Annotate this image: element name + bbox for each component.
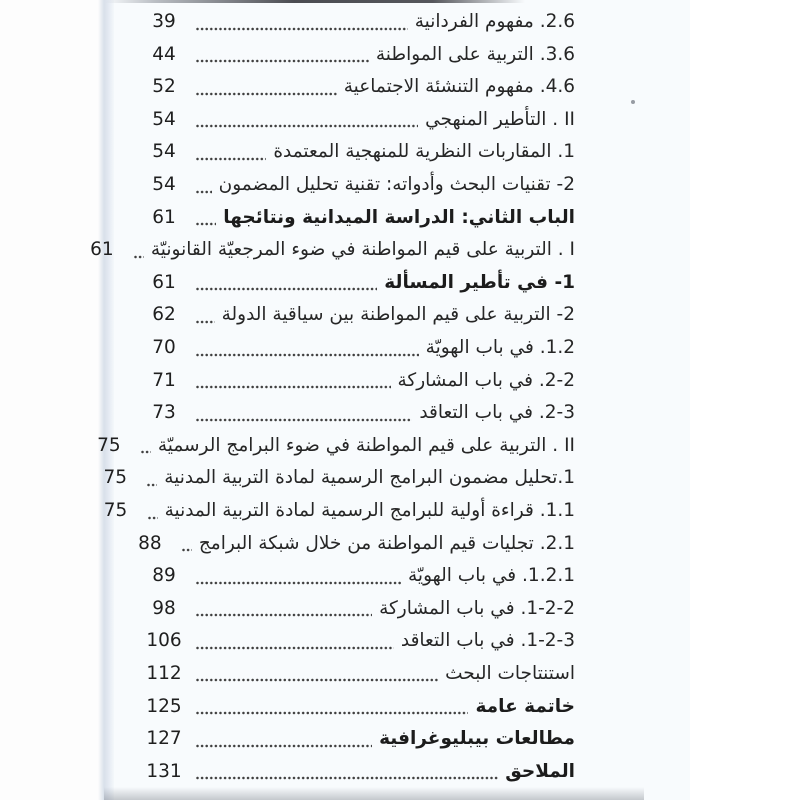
dot-leader: [196, 222, 216, 226]
toc-entry: [145, 136, 575, 169]
dot-leader: [196, 678, 438, 682]
toc-entry-page-number: 75: [103, 499, 128, 521]
toc-entry-page-number: 44: [152, 43, 176, 65]
ink-speck: [631, 100, 635, 104]
toc-entry: [145, 299, 575, 332]
toc-entry-title: 2.6. مفهوم الفردانية: [414, 11, 575, 33]
toc-entry-title: 3.6. التربية على المواطنة: [375, 43, 575, 65]
toc-entry-title: 2-2. في باب المشاركة: [397, 369, 575, 391]
toc-entry-title: استنتاجات البحث: [445, 662, 575, 684]
toc-entry-page-number: 73: [152, 402, 176, 424]
page-top-edge-line: [105, 0, 525, 3]
toc-entry-page-number: 54: [152, 108, 176, 130]
dot-leader: [134, 255, 144, 259]
dot-leader: [196, 613, 372, 617]
toc-entry-title: الملاحق: [505, 760, 575, 782]
toc-entry: [97, 430, 575, 463]
toc-entry: [145, 756, 575, 789]
toc-entry-page-number: 70: [152, 336, 176, 358]
toc-entry-title: 1. المقاربات النظرية للمنهجية المعتمدة: [273, 141, 575, 163]
toc-entry: [145, 560, 575, 593]
dot-leader: [196, 744, 372, 748]
dot-leader: [196, 157, 266, 161]
page-edge-shadow: [98, 0, 114, 800]
dot-leader: [147, 483, 157, 487]
dot-leader: [196, 418, 412, 422]
dot-leader: [196, 385, 391, 389]
toc-entry: [145, 104, 575, 137]
toc-entry: [145, 397, 575, 430]
dot-leader: [196, 353, 419, 357]
toc-entry-title: 2- التربية على قيم المواطنة بين سياقية الدولة: [221, 304, 575, 326]
dot-leader: [182, 548, 192, 552]
toc-entry-title: خاتمة عامة: [475, 695, 575, 717]
toc-entry-page-number: 89: [152, 565, 176, 587]
toc-entry-page-number: 39: [152, 11, 176, 33]
toc-entry: [145, 6, 575, 39]
dot-leader: [196, 27, 408, 31]
paper-right-margin: [690, 0, 800, 800]
toc-entry-title: II . التربية على قيم المواطنة في ضوء البرامج الرسميّة: [157, 434, 575, 456]
toc-entry-page-number: 75: [97, 434, 121, 456]
dot-leader: [196, 581, 401, 585]
toc-entry-title: 2-3. في باب التعاقد: [419, 402, 575, 424]
toc-entry-page-number: 88: [138, 532, 162, 554]
dot-leader: [141, 450, 151, 454]
toc-entry: [145, 690, 575, 723]
toc-entry-page-number: 98: [152, 597, 176, 619]
dot-leader: [196, 124, 418, 128]
toc-entry-title: 4.6. مفهوم التنشئة الاجتماعية: [343, 76, 575, 98]
toc-entry-title: الباب الثاني: الدراسة الميدانية ونتائجها: [223, 206, 575, 228]
dot-leader: [148, 516, 158, 520]
dot-leader: [196, 59, 369, 63]
toc-entry-page-number: 62: [152, 304, 176, 326]
toc-entry: [145, 169, 575, 202]
toc-entry-title: II . التأطير المنهجي: [425, 108, 575, 130]
toc-entry-page-number: 112: [146, 662, 182, 684]
toc-entry-title: 1-2-3. في باب التعاقد: [400, 630, 575, 652]
toc-entry-page-number: 131: [146, 760, 182, 782]
toc-entry: [103, 495, 575, 528]
toc-entry-title: 1.1. قراءة أولية للبرامج الرسمية لمادة التربية المدنية: [164, 499, 575, 521]
toc-entry-page-number: 52: [152, 76, 176, 98]
toc-entry-page-number: 54: [152, 141, 176, 163]
toc-entry-title: I . التربية على قيم المواطنة في ضوء المرجعيّة القانونيّة: [150, 239, 575, 261]
dot-leader: [196, 287, 377, 291]
toc-entry: [145, 658, 575, 691]
toc-entry-page-number: 71: [152, 369, 176, 391]
toc-entry-title: 1.2. في باب الهويّة: [425, 336, 575, 358]
toc-entry: [145, 625, 575, 658]
dot-leader: [196, 711, 468, 715]
table-of-contents: [90, 6, 575, 788]
toc-entry-title: 2- تقنيات البحث وأدواته: تقنية تحليل المضمون: [218, 174, 575, 196]
toc-entry: [145, 71, 575, 104]
toc-entry-page-number: 106: [146, 630, 182, 652]
toc-entry: [145, 332, 575, 365]
toc-entry: [145, 593, 575, 626]
dot-leader: [196, 776, 498, 780]
page-bottom-shadow: [104, 787, 644, 800]
toc-entry-title: 2.1. تجليات قيم المواطنة من خلال شبكة البرامج: [198, 532, 575, 554]
dot-leader: [196, 320, 215, 324]
toc-entry-title: 1.2.1. في باب الهويّة: [408, 565, 575, 587]
toc-entry: [90, 234, 575, 267]
toc-entry-page-number: 61: [90, 239, 114, 261]
toc-entry: [103, 462, 575, 495]
toc-entry: [145, 365, 575, 398]
toc-entry-title: 1- في تأطير المسألة: [384, 271, 575, 293]
toc-entry-page-number: 125: [146, 695, 182, 717]
toc-entry: [138, 528, 575, 561]
toc-entry-title: مطالعات بيبليوغرافية: [379, 728, 575, 750]
toc-entry: [145, 202, 575, 235]
dot-leader: [196, 92, 337, 96]
toc-entry-page-number: 61: [152, 271, 176, 293]
toc-entry-title: 1-2-2. في باب المشاركة: [379, 597, 575, 619]
toc-entry: [145, 723, 575, 756]
toc-entry-title: 1.تحليل مضمون البرامج الرسمية لمادة التربية المدنية: [164, 467, 575, 489]
toc-entry-page-number: 61: [152, 206, 176, 228]
toc-entry-page-number: 75: [103, 467, 128, 489]
dot-leader: [196, 190, 212, 194]
toc-entry-page-number: 127: [146, 728, 182, 750]
toc-entry: [145, 267, 575, 300]
toc-entry: [145, 39, 575, 72]
dot-leader: [196, 646, 394, 650]
toc-entry-page-number: 54: [152, 174, 176, 196]
